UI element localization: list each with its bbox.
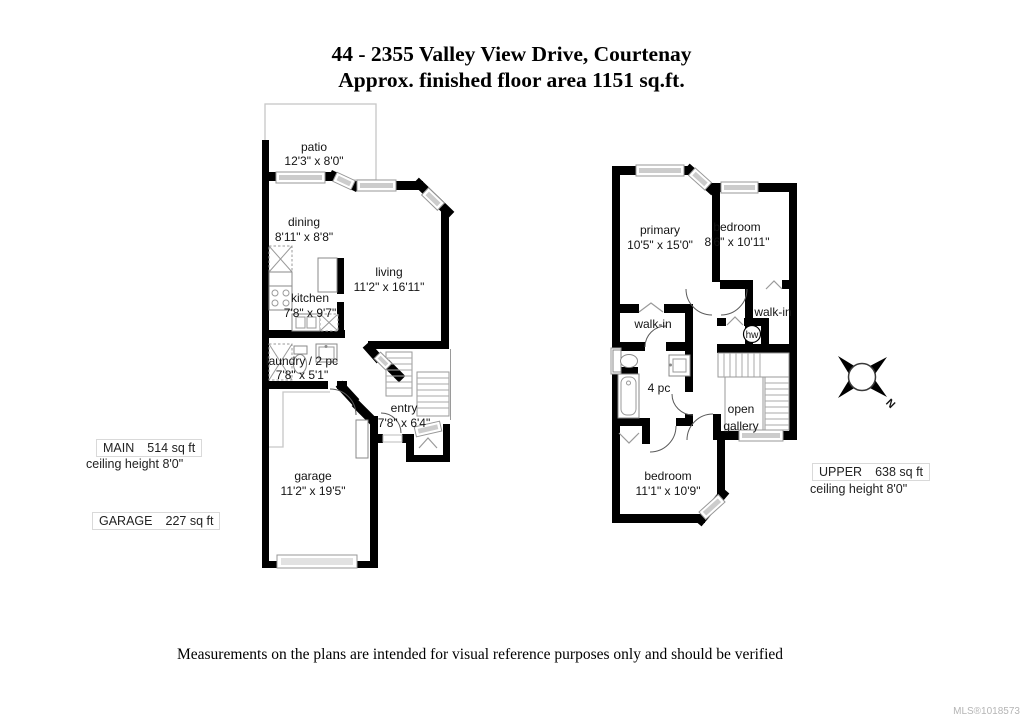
hw-chevron <box>727 317 743 325</box>
room-dims-living: 11'2" x 16'11" <box>353 280 425 294</box>
dining-bay-window <box>333 172 355 190</box>
upper-area-label <box>812 463 930 481</box>
main-floor-plan <box>262 104 451 568</box>
main-ceiling-label: ceiling height 8'0" <box>86 457 184 471</box>
kitchen-island <box>318 258 337 292</box>
bedroom3-door-arc <box>650 426 676 452</box>
room-dims-laundry: 7'8" x 5'1" <box>275 368 329 382</box>
garage-door <box>277 555 357 568</box>
toilet-tank-upper <box>613 350 621 372</box>
garage-area-value: 227 sq ft <box>165 514 214 528</box>
bedroom3-corner-window <box>699 495 725 520</box>
room-dims-bedroom2: 8'6" x 10'11" <box>704 235 770 249</box>
room-label-walkin-right: walk-in <box>754 305 792 319</box>
room-label-dining: dining <box>287 215 321 229</box>
room-dims-dining: 8'11" x 8'8" <box>274 230 334 244</box>
room-dims-primary: 10'5" x 15'0" <box>627 238 693 252</box>
bath-door-arc <box>672 394 693 415</box>
room-dims-kitchen: 7'8" x 9'7" <box>283 306 337 320</box>
toilet-tank <box>294 346 307 354</box>
room-label-patio: patio <box>300 140 328 154</box>
room-dims-bedroom3: 11'1" x 10'9" <box>635 484 701 498</box>
living-window <box>357 180 396 191</box>
room-label-living: living <box>375 265 403 279</box>
main-area-name: MAIN <box>103 441 135 455</box>
room-dims-entry: 7'8" x 6'4" <box>377 416 431 430</box>
room-dims-patio: 12'3" x 8'0" <box>284 154 344 168</box>
upper-area-name: UPPER <box>819 465 863 479</box>
main-area-label <box>96 439 202 457</box>
upper-ceiling-label: ceiling height 8'0" <box>810 482 908 496</box>
compass-rose <box>838 356 897 411</box>
room-label-bedroom2: bedroom <box>713 220 761 234</box>
room-label-garage: garage <box>294 469 332 483</box>
mls-number: MLS®1018573 <box>953 706 1020 717</box>
garage-area-label <box>92 512 220 530</box>
title-area: Approx. finished floor area 1151 sq.ft. <box>338 68 685 92</box>
bedroom3-closet-chevron <box>619 433 639 443</box>
vanity-sink <box>669 355 690 376</box>
room-label-walkin-left: walk-in <box>634 317 672 331</box>
main-area-value: 514 sq ft <box>147 441 196 455</box>
toilet-bowl-upper <box>621 355 638 368</box>
porch-step-chevron <box>419 438 437 448</box>
room-label-bath: 4 pc <box>647 381 671 395</box>
room-label-primary: primary <box>639 223 681 237</box>
upper-room-labels <box>627 220 792 498</box>
main-room-labels <box>266 140 430 498</box>
furnace <box>356 420 368 458</box>
upper-walls <box>612 166 797 523</box>
bedroom2-door-arc <box>721 289 747 315</box>
title-address: 44 - 2355 Valley View Drive, Courtenay <box>331 42 692 66</box>
bedroom2-window <box>721 182 758 193</box>
upper-area-value: 638 sq ft <box>875 465 924 479</box>
room-label-bedroom3: bedroom <box>644 469 692 483</box>
room-label-gallery-1: open <box>727 402 755 416</box>
room-label-hw: hw <box>745 330 759 341</box>
walkin-left-chevron <box>639 303 663 312</box>
disclaimer-text: Measurements on the plans are intended for visual reference purposes only and should be verified <box>176 646 784 663</box>
compass-circle <box>849 364 876 391</box>
garage-area-name: GARAGE <box>99 514 153 528</box>
room-label-entry: entry <box>390 401 418 415</box>
room-label-laundry: laundry / 2 pc <box>265 354 339 368</box>
room-dims-garage: 11'2" x 19'5" <box>280 484 346 498</box>
walkin-right-chevron <box>766 281 782 289</box>
upper-floor-plan <box>611 165 797 523</box>
entry-door-threshold <box>383 435 402 442</box>
room-label-gallery-2: gallery <box>723 419 759 433</box>
primary-window <box>636 165 684 176</box>
compass-north-label: N <box>883 396 898 411</box>
room-label-kitchen: kitchen <box>290 291 330 305</box>
dining-window <box>276 172 325 183</box>
primary-corner-window <box>688 168 711 190</box>
